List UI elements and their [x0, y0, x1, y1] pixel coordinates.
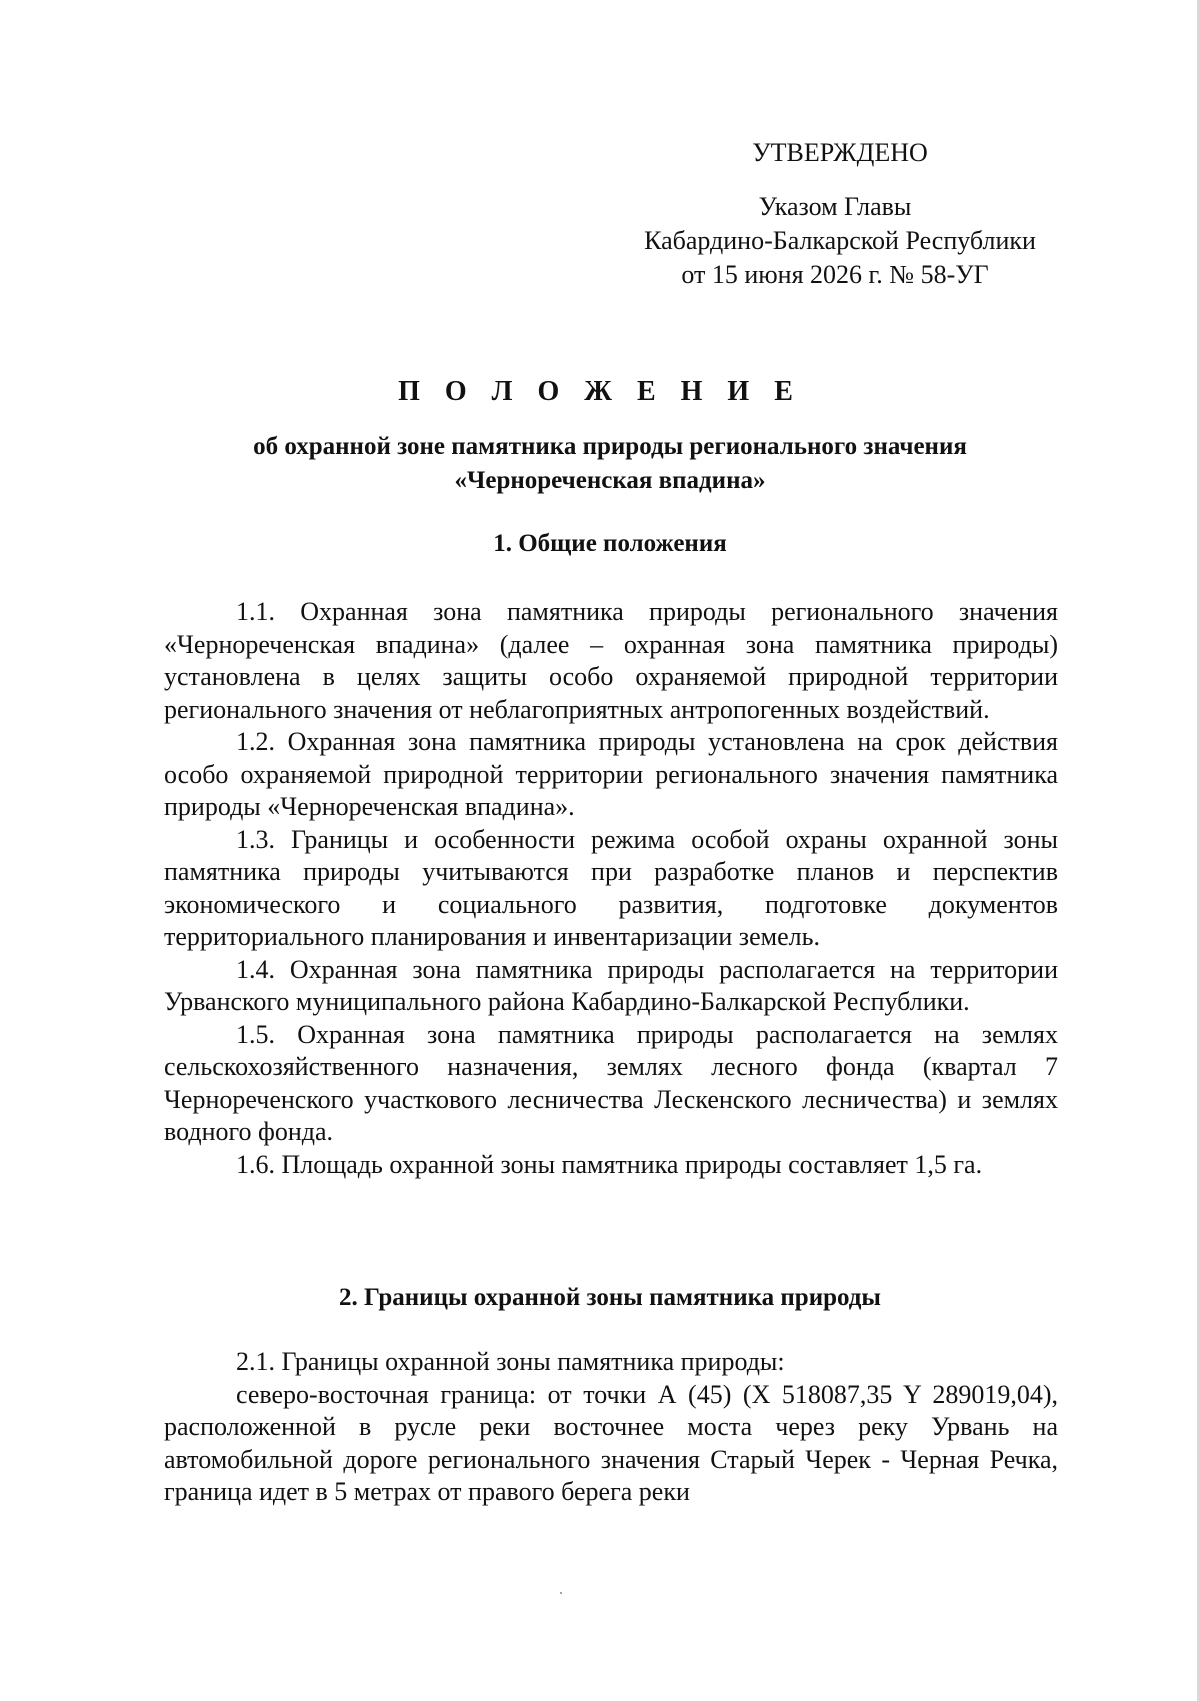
section-2-body: [164, 1346, 1058, 1509]
document-subtitle: [160, 430, 1060, 498]
subtitle-line-2: «Чернореченская впадина»: [454, 467, 766, 494]
paragraph-1-2: 1.2. Охранная зона памятника природы установлена на срок действия особо охраняемой природной территории регионального значения памятника природы «Чернореченская впадина».: [164, 727, 1058, 821]
section-1-heading: 1. Общие положения: [493, 530, 727, 557]
approval-line-2: Кабардино-Балкарской Республики: [644, 226, 1036, 255]
paragraph-2-1: 2.1. Границы охранной зоны памятника природы:: [236, 1347, 785, 1376]
subtitle-line-1: об охранной зоне памятника природы регионального значения: [253, 433, 967, 460]
document-title: П О Л О Ж Е Н И Е: [398, 376, 802, 407]
section-2-heading: 2. Границы охранной зоны памятника природы: [339, 1284, 881, 1311]
paragraph-1-3: 1.3. Границы и особенности режима особой охраны охранной зоны памятника природы учитываются при разработке планов и перспектив экономического и социального развития, подготовке документов территориального планирования и инвентаризации земель.: [164, 824, 1058, 951]
paragraph-1-6: 1.6. Площадь охранной зоны памятника природы составляет 1,5 га.: [236, 1149, 983, 1179]
approval-line-1: Указом Главы: [758, 192, 912, 221]
approval-heading: УТВЕРЖДЕНО: [752, 138, 928, 167]
paragraph-1-1: 1.1. Охранная зона памятника природы регионального значения «Чернореченская впадина» (далее – охранная зона памятника природы) установлена в целях защиты особо охраняемой природной территории регионального значения от неблагоприятных антропогенных воздействий.: [164, 597, 1058, 724]
scan-speck: [560, 1592, 562, 1594]
approval-line-3: от 15 июня 2026 г. № 58-УГ: [681, 260, 989, 289]
paragraph-2-1-boundary: северо-восточная граница: от точки А (45) (X 518087,35 Y 289019,04), расположенной в русле реки восточнее моста через реку Урвань на автомобильной дороге регионального значения Старый Черек - Черная Речка, граница идет в 5 метрах от правого берега реки: [164, 1379, 1058, 1506]
paragraph-1-4: 1.4. Охранная зона памятника природы располагается на территории Урванского муниципального района Кабардино-Балкарской Республики.: [164, 954, 1058, 1016]
paragraph-1-5: 1.5. Охранная зона памятника природы располагается на землях сельскохозяйственного назначения, землях лесного фонда (квартал 7 Чернореченского участкового лесничества Лескенского лесничества) и землях водного фонда.: [164, 1019, 1058, 1146]
section-1-body: [164, 596, 1058, 1181]
